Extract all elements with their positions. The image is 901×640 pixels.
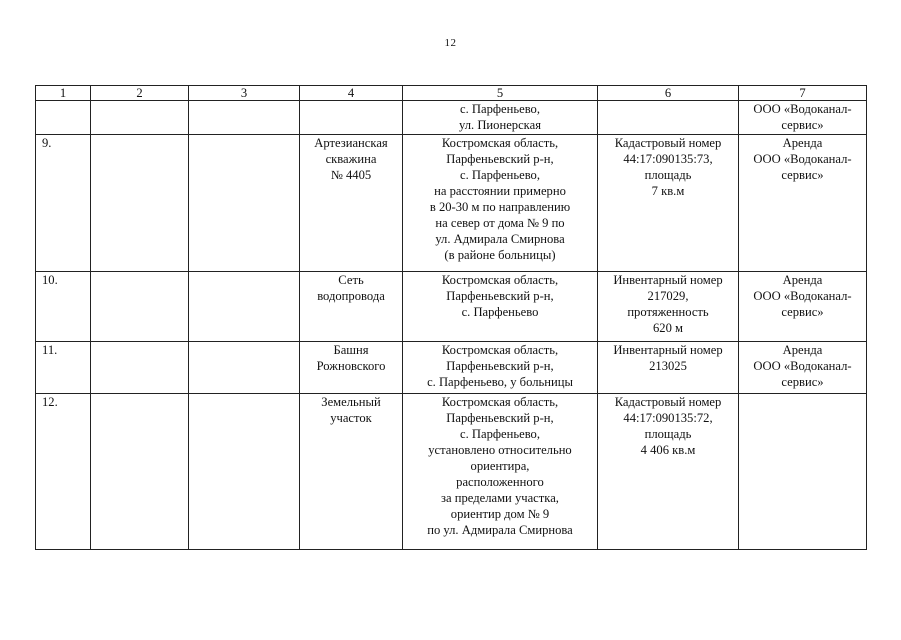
cell-text-line: скважина [325, 152, 377, 166]
table-row [36, 135, 867, 272]
details-cell [598, 342, 739, 394]
details-cell [598, 135, 739, 272]
column-header: 6 [598, 86, 739, 101]
cell-text-line: Парфеньевский р-н, [446, 152, 554, 166]
cell-text-line: (в районе больницы) [444, 248, 556, 262]
owner-cell [739, 101, 867, 135]
cell-text-line: Костромская область, [441, 343, 559, 357]
cell-text-line: ООО «Водоканал- [753, 289, 852, 303]
column-header: 4 [300, 86, 403, 101]
empty-cell [189, 394, 300, 550]
empty-cell [189, 135, 300, 272]
empty-cell [91, 272, 189, 342]
table-row [36, 272, 867, 342]
item-name-cell [300, 342, 403, 394]
address-cell [403, 272, 598, 342]
cell-text-line: Костромская область, [441, 273, 559, 287]
table-row [36, 394, 867, 550]
column-header: 1 [36, 86, 91, 101]
item-name-cell [300, 272, 403, 342]
cell-text-line: с. Парфеньево, [460, 168, 540, 182]
row-number-cell: 10. [36, 272, 91, 342]
header-row [36, 86, 867, 101]
cell-text-line: Кадастровый номер [614, 395, 722, 409]
column-header: 2 [91, 86, 189, 101]
cell-text-line: по ул. Адмирала Смирнова [427, 523, 573, 537]
cell-text-line: Сеть [338, 273, 364, 287]
cell-text-line: Кадастровый номер [614, 136, 722, 150]
cell-text-line: протяженность [627, 305, 709, 319]
cell-text-line: ООО «Водоканал- [753, 152, 852, 166]
empty-cell [91, 394, 189, 550]
column-header: 5 [403, 86, 598, 101]
cell-text-line: ул. Адмирала Смирнова [435, 232, 565, 246]
cell-text-line: сервис» [781, 375, 824, 389]
cell-text-line: Костромская область, [441, 136, 559, 150]
cell-text-line: 620 м [652, 321, 683, 335]
cell-text-line: Аренда [782, 343, 823, 357]
property-registry-table [35, 85, 867, 550]
cell-text-line: с. Парфеньево, [460, 102, 540, 116]
cell-text-line: на север от дома № 9 по [435, 216, 565, 230]
cell-text-line: сервис» [781, 168, 824, 182]
cell-text-line: сервис» [781, 118, 824, 132]
cell-text-line: 217029, [647, 289, 689, 303]
cell-text-line: на расстоянии примерно [434, 184, 566, 198]
cell-text-line: в 20-30 м по направлению [429, 200, 571, 214]
cell-text-line: ООО «Водоканал- [753, 359, 852, 373]
cell-text-line: ориентир дом № 9 [450, 507, 550, 521]
cell-text-line: Аренда [782, 136, 823, 150]
cell-text-line: сервис» [781, 305, 824, 319]
details-cell [598, 272, 739, 342]
item-name-cell [300, 101, 403, 135]
cell-text-line: площадь [644, 168, 692, 182]
cell-text-line: ул. Пионерская [459, 118, 541, 132]
details-cell [598, 101, 739, 135]
cell-text-line: ориентира, [470, 459, 530, 473]
empty-cell [189, 272, 300, 342]
table-body [36, 101, 867, 550]
cell-text-line: участок [330, 411, 372, 425]
cell-text-line: с. Парфеньево, у больницы [427, 375, 573, 389]
row-number-cell: 9. [36, 135, 91, 272]
cell-text-line: с. Парфеньево, [460, 427, 540, 441]
cell-text-line: Рожновского [316, 359, 386, 373]
owner-cell [739, 272, 867, 342]
address-cell [403, 394, 598, 550]
table-row [36, 342, 867, 394]
cell-text-line: водопровода [317, 289, 385, 303]
cell-text-line: Башня [333, 343, 369, 357]
page-number: 12 [444, 37, 457, 49]
owner-cell [739, 394, 867, 550]
row-number-cell: 11. [36, 342, 91, 394]
cell-text-line: 4 406 кв.м [640, 443, 696, 457]
cell-text-line: 44:17:090135:72, [623, 411, 713, 425]
item-name-cell [300, 135, 403, 272]
empty-cell [91, 135, 189, 272]
cell-text-line: с. Парфеньево [461, 305, 539, 319]
owner-cell [739, 135, 867, 272]
cell-text-line: Артезианская [314, 136, 388, 150]
cell-text-line: Парфеньевский р-н, [446, 359, 554, 373]
item-name-cell [300, 394, 403, 550]
cell-text-line: № 4405 [330, 168, 372, 182]
empty-cell [91, 342, 189, 394]
empty-cell [189, 342, 300, 394]
cell-text-line: Костромская область, [441, 395, 559, 409]
cell-text-line: Земельный [321, 395, 381, 409]
cell-text-line: Парфеньевский р-н, [446, 411, 554, 425]
owner-cell [739, 342, 867, 394]
cell-text-line: 44:17:090135:73, [623, 152, 713, 166]
cell-text-line: расположенного [456, 475, 544, 489]
empty-cell [91, 101, 189, 135]
cell-text-line: площадь [644, 427, 692, 441]
address-cell [403, 342, 598, 394]
cell-text-line: за пределами участка, [441, 491, 559, 505]
row-number-cell: 12. [36, 394, 91, 550]
cell-text-line: Парфеньевский р-н, [446, 289, 554, 303]
row-number-cell [36, 101, 91, 135]
empty-cell [189, 101, 300, 135]
cell-text-line: установлено относительно [428, 443, 572, 457]
cell-text-line: Инвентарный номер [613, 273, 723, 287]
cell-text-line: Аренда [782, 273, 823, 287]
column-header: 3 [189, 86, 300, 101]
details-cell [598, 394, 739, 550]
cell-text-line: 7 кв.м [651, 184, 685, 198]
cell-text-line: 213025 [649, 359, 687, 373]
address-cell [403, 135, 598, 272]
address-cell [403, 101, 598, 135]
cell-text-line: ООО «Водоканал- [753, 102, 852, 116]
table-row [36, 101, 867, 135]
cell-text-line: Инвентарный номер [613, 343, 723, 357]
column-header: 7 [739, 86, 867, 101]
